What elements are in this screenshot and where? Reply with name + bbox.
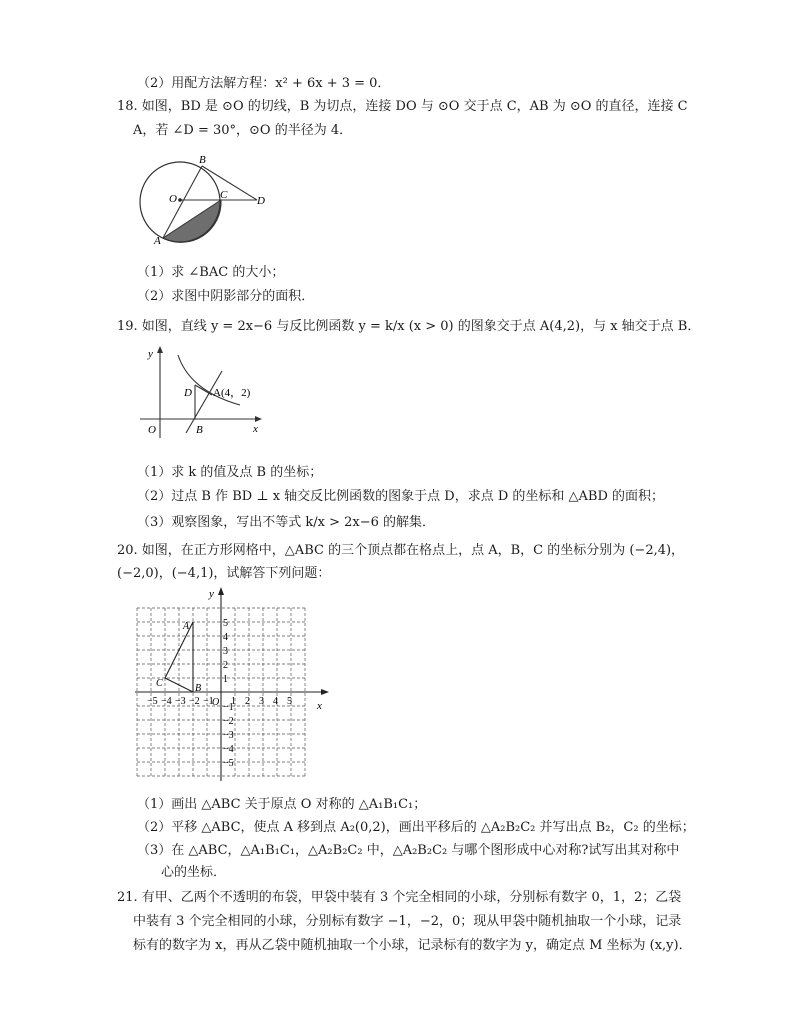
q17-part2: （2）用配方法解方程：x² + 6x + 3 = 0． bbox=[137, 76, 391, 91]
q19-line bbox=[186, 371, 222, 433]
q19-label-B: B bbox=[196, 424, 203, 436]
q20-x-tick-label: 2 bbox=[245, 696, 250, 707]
q19-segment-DA bbox=[195, 385, 212, 395]
q19-x-arrow bbox=[255, 416, 262, 422]
q20-x-tick-label: 5 bbox=[287, 696, 292, 707]
q21-stem-line2: 中装有 3 个完全相同的小球，分别标有数字 −1，−2，0；现从甲袋中随机抽取一个小球，记录 bbox=[133, 914, 682, 929]
q20-label-y: y bbox=[209, 588, 214, 600]
q20-y-tick-label: −2 bbox=[223, 716, 234, 727]
q20-y-tick-label: 3 bbox=[223, 646, 228, 657]
q21-stem-line3: 标有的数字为 x，再从乙袋中随机抽取一个小球，记录标有的数字为 y，确定点 M 坐标为 (x,y)． bbox=[133, 938, 692, 953]
q20-x-tick-label: 3 bbox=[259, 696, 264, 707]
q20-stem-line2: (−2,0)，(−4,1)，试解答下列问题： bbox=[117, 566, 331, 581]
q20-y-tick-label: 4 bbox=[223, 632, 228, 643]
q19-y-arrow bbox=[157, 346, 163, 353]
q20-grid-figure bbox=[125, 585, 340, 785]
q18-stem-line2: A，若 ∠D = 30°，⊙O 的半径为 4． bbox=[133, 123, 353, 138]
q20-x-tick-label: 4 bbox=[273, 696, 278, 707]
q19-part1: （1）求 k 的值及点 B 的坐标； bbox=[137, 465, 323, 480]
q18-part1: （1）求 ∠BAC 的大小； bbox=[137, 265, 285, 280]
q19-part2: （2）过点 B 作 BD ⊥ x 轴交反比例函数的图象于点 D，求点 D 的坐标和 △ABD 的面积； bbox=[137, 489, 665, 504]
q19-label-D: D bbox=[184, 387, 192, 399]
q18-label-C: C bbox=[220, 189, 228, 201]
q20-part3-line1: （3）在 △ABC，△A₁B₁C₁，△A₂B₂C₂ 中，△A₂B₂C₂ 与哪个图形成中心对称?试写出其对称中 bbox=[137, 843, 680, 858]
q20-label-O: O bbox=[212, 697, 220, 708]
q20-triangle-ABC bbox=[165, 622, 193, 692]
q20-x-tick-label: −2 bbox=[189, 696, 200, 707]
q20-part1: （1）画出 △ABC 关于原点 O 对称的 △A₁B₁C₁； bbox=[137, 797, 427, 812]
q18-part2: （2）求图中阴影部分的面积． bbox=[137, 289, 315, 304]
q20-y-tick-label: −5 bbox=[223, 758, 234, 769]
q20-label-B: B bbox=[195, 683, 202, 694]
q20-x-tick-labels bbox=[147, 696, 292, 707]
q20-stem-line1: 20. 如图，在正方形网格中，△ABC 的三个顶点都在格点上，点 A，B，C 的坐标分别为 (−2,4)， bbox=[117, 543, 685, 558]
q20-x-tick-label: −5 bbox=[147, 696, 158, 707]
q20-y-tick-labels bbox=[223, 618, 234, 769]
q19-figure bbox=[140, 343, 270, 438]
q18-label-B: B bbox=[199, 154, 206, 166]
q20-x-tick-label: −3 bbox=[175, 696, 186, 707]
q20-y-arrow bbox=[218, 587, 224, 595]
q19-label-A: A(4，2) bbox=[213, 387, 251, 399]
q20-x-tick-label: −1 bbox=[203, 696, 214, 707]
q20-x-tick-label: −4 bbox=[161, 696, 172, 707]
q21-stem-line1: 21. 有甲、乙两个不透明的布袋，甲袋中装有 3 个完全相同的小球，分别标有数字 0，1，2；乙袋 bbox=[117, 890, 682, 905]
q18-label-A: A bbox=[154, 235, 161, 247]
q19-label-y: y bbox=[148, 348, 153, 360]
q18-stem-line1: 18. 如图，BD 是 ⊙O 的切线，B 为切点，连接 DO 与 ⊙O 交于点 C，AB 为 ⊙O 的直径，连接 C bbox=[117, 99, 688, 114]
q20-y-tick-label: 1 bbox=[223, 674, 228, 685]
q19-label-O: O bbox=[148, 424, 156, 436]
q19-part3: （3）观察图象，写出不等式 k/x > 2x−6 的解集． bbox=[137, 515, 436, 530]
q18-label-O: O bbox=[169, 193, 177, 205]
q18-label-D: D bbox=[257, 195, 265, 207]
q20-x-tick-label: 1 bbox=[231, 696, 236, 707]
q20-label-A: A bbox=[183, 621, 190, 632]
q19-label-x: x bbox=[253, 423, 258, 435]
q20-label-x: x bbox=[317, 700, 322, 712]
q20-y-tick-label: −3 bbox=[223, 730, 234, 741]
q20-x-arrow bbox=[321, 689, 329, 695]
q20-part3-line2: 心的坐标． bbox=[161, 865, 227, 880]
q20-y-tick-label: 5 bbox=[223, 618, 228, 629]
q20-label-C: C bbox=[156, 678, 163, 689]
q19-stem-line1: 19. 如图，直线 y = 2x−6 与反比例函数 y = k/x (x > 0) 的图象交于点 A(4,2)，与 x 轴交于点 B． bbox=[117, 319, 701, 334]
q20-part2: （2）平移 △ABC，使点 A 移到点 A₂(0,2)，画出平移后的 △A₂B₂C₂ 并写出点 B₂，C₂ 的坐标； bbox=[137, 820, 695, 835]
q18-center-dot bbox=[178, 198, 182, 202]
q20-y-tick-label: 2 bbox=[223, 660, 228, 671]
q18-tangent-BD bbox=[202, 166, 257, 200]
q18-figure bbox=[135, 152, 275, 252]
q20-y-tick-label: −1 bbox=[223, 702, 234, 713]
q20-y-tick-label: −4 bbox=[223, 744, 234, 755]
